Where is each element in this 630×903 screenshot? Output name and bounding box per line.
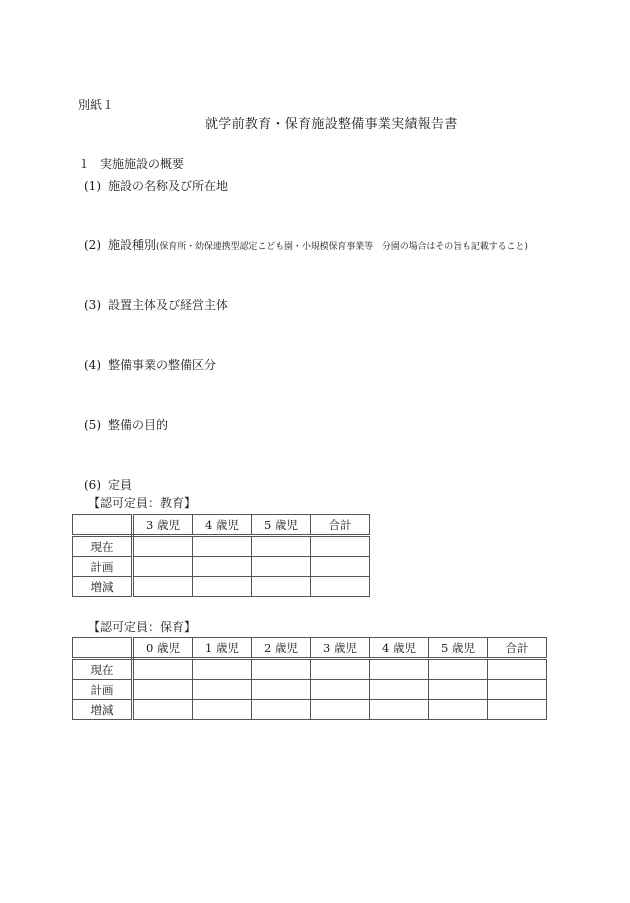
- row-header: 増減: [73, 577, 133, 597]
- row-header: 現在: [73, 536, 133, 557]
- table-cell[interactable]: [193, 557, 252, 577]
- table-cell[interactable]: [193, 577, 252, 597]
- column-header: 4 歳児: [193, 515, 252, 536]
- table-cell[interactable]: [311, 659, 370, 680]
- table-cell[interactable]: [488, 659, 547, 680]
- table-cell[interactable]: [252, 659, 311, 680]
- table-cell[interactable]: [133, 557, 193, 577]
- item-label: 施設種別: [108, 238, 157, 252]
- item-facility-type: [84, 238, 528, 254]
- table-row: [73, 659, 547, 680]
- education-capacity-caption: 【認可定員：教育】: [88, 496, 197, 510]
- table-cell[interactable]: [252, 577, 311, 597]
- attachment-label: 別紙１: [78, 98, 115, 112]
- table-cell[interactable]: [370, 659, 429, 680]
- table-cell[interactable]: [133, 700, 193, 720]
- table-cell[interactable]: [193, 680, 252, 700]
- item-label: 設置主体及び経営主体: [108, 298, 229, 312]
- column-header: 3 歳児: [133, 515, 193, 536]
- table-cell[interactable]: [311, 680, 370, 700]
- table-cell[interactable]: [133, 577, 193, 597]
- table-cell[interactable]: [311, 536, 370, 557]
- row-header: 現在: [73, 659, 133, 680]
- row-header: 計画: [73, 680, 133, 700]
- table-cell[interactable]: [370, 700, 429, 720]
- section-title: 実施施設の概要: [100, 157, 185, 171]
- table-cell[interactable]: [193, 659, 252, 680]
- section-heading: [78, 157, 184, 171]
- item-number: (2): [84, 238, 101, 252]
- table-cell[interactable]: [429, 680, 488, 700]
- item-number: (5): [84, 418, 101, 432]
- table-cell[interactable]: [311, 577, 370, 597]
- column-header: 0 歳児: [133, 638, 193, 659]
- table-cell[interactable]: [133, 536, 193, 557]
- document-title: 就学前教育・保育施設整備事業実績報告書: [205, 117, 458, 132]
- education-capacity-table: [72, 514, 370, 597]
- table-cell[interactable]: [252, 680, 311, 700]
- row-header: 増減: [73, 700, 133, 720]
- table-cell[interactable]: [488, 700, 547, 720]
- table-row: [73, 536, 370, 557]
- table-cell[interactable]: [193, 536, 252, 557]
- column-header: 5 歳児: [252, 515, 311, 536]
- table-cell[interactable]: [429, 700, 488, 720]
- table-cell[interactable]: [252, 700, 311, 720]
- table-header-row: [73, 638, 547, 659]
- table-cell[interactable]: [488, 680, 547, 700]
- table-cell[interactable]: [311, 700, 370, 720]
- column-header: 5 歳児: [429, 638, 488, 659]
- item-founder-operator: [84, 298, 228, 312]
- table-cell[interactable]: [252, 557, 311, 577]
- column-header: 合計: [488, 638, 547, 659]
- item-label: 定員: [108, 478, 133, 492]
- table-row: [73, 680, 547, 700]
- item-label: 整備事業の整備区分: [108, 358, 217, 372]
- section-number: １: [78, 157, 91, 171]
- table-cell[interactable]: [193, 700, 252, 720]
- item-note: (保育所・幼保連携型認定こども園・小規模保育事業等 分園の場合はその旨も記載すること): [156, 242, 528, 252]
- table-row: [73, 700, 547, 720]
- table-cell[interactable]: [429, 659, 488, 680]
- item-number: (4): [84, 358, 101, 372]
- item-development-category: [84, 358, 216, 372]
- column-header: 4 歳児: [370, 638, 429, 659]
- item-number: (1): [84, 179, 101, 193]
- column-header: 2 歳児: [252, 638, 311, 659]
- table-row: [73, 557, 370, 577]
- row-header: 計画: [73, 557, 133, 577]
- column-header: 3 歳児: [311, 638, 370, 659]
- column-header: 1 歳児: [193, 638, 252, 659]
- childcare-capacity-table: [72, 637, 547, 720]
- table-cell[interactable]: [370, 680, 429, 700]
- item-development-purpose: [84, 418, 168, 432]
- column-header: 合計: [311, 515, 370, 536]
- table-corner-cell: [73, 638, 133, 659]
- childcare-capacity-caption: 【認可定員：保育】: [88, 620, 197, 634]
- table-header-row: [73, 515, 370, 536]
- table-corner-cell: [73, 515, 133, 536]
- item-label: 施設の名称及び所在地: [108, 179, 229, 193]
- item-number: (6): [84, 478, 101, 492]
- item-number: (3): [84, 298, 101, 312]
- table-row: [73, 577, 370, 597]
- item-facility-name-address: [84, 179, 228, 193]
- table-cell[interactable]: [311, 557, 370, 577]
- item-capacity: [84, 478, 132, 492]
- table-cell[interactable]: [252, 536, 311, 557]
- item-label: 整備の目的: [108, 418, 169, 432]
- table-cell[interactable]: [133, 680, 193, 700]
- table-cell[interactable]: [133, 659, 193, 680]
